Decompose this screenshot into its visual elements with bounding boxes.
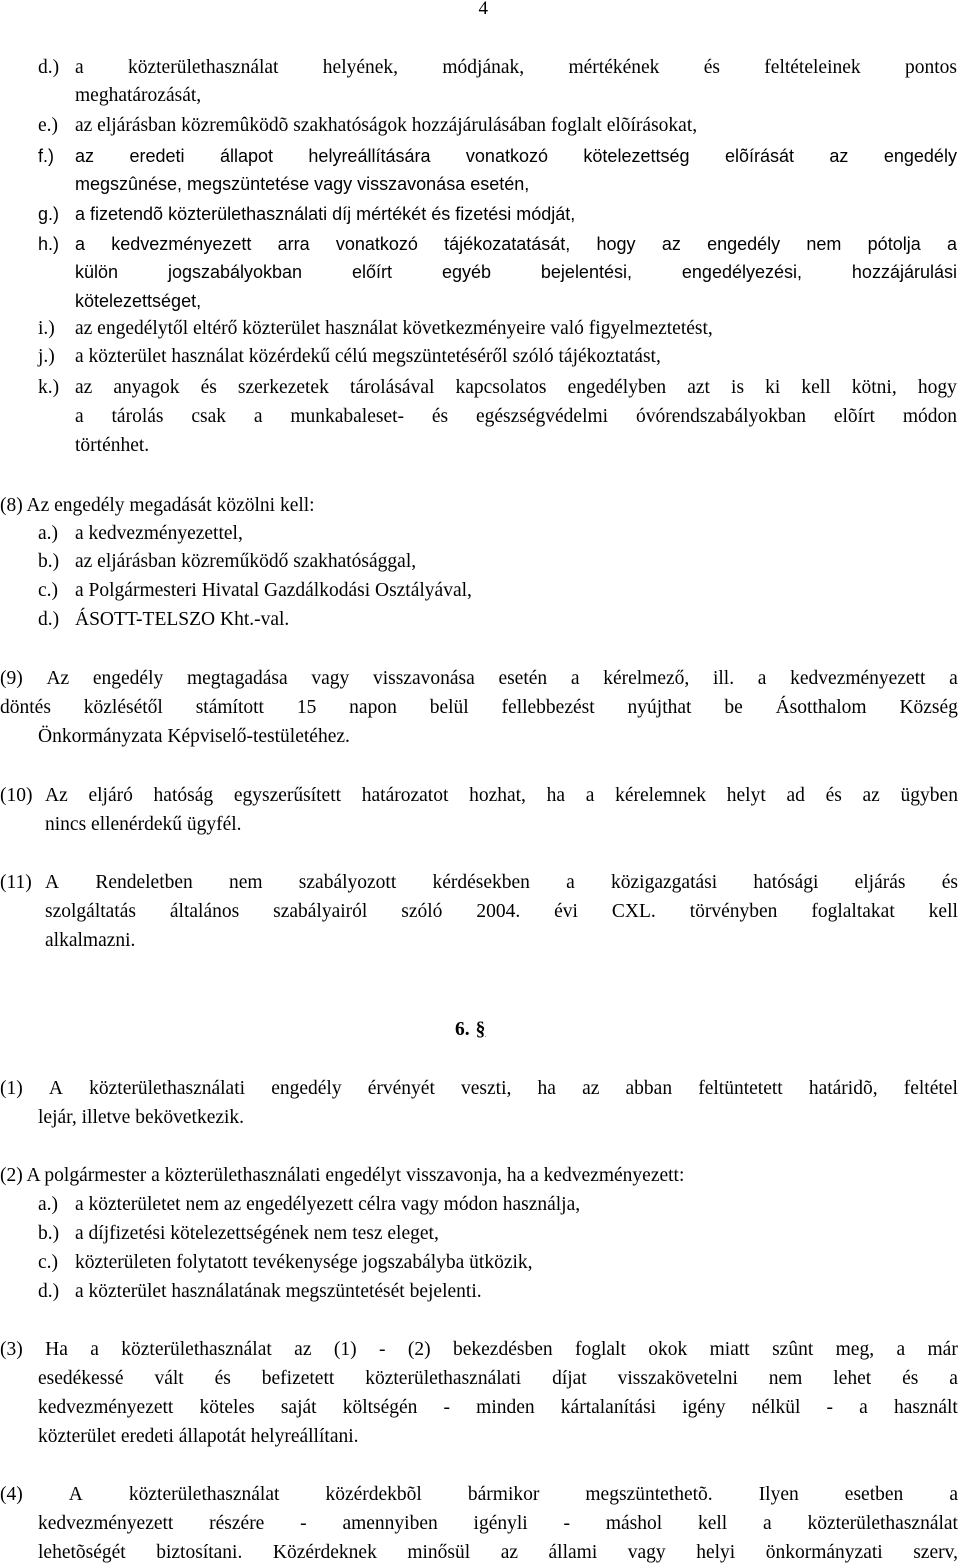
list-item-text: a kedvezményezettel,: [75, 523, 243, 544]
paragraph-text: (4) A közterülethasználat közérdekbõl bármikor megszüntethetõ. Ilyen esetben a: [0, 1484, 958, 1505]
paragraph-heading: (2) A polgármester a közterülethasználati engedélyt visszavonja, ha a kedvezményezett:: [0, 1165, 685, 1186]
paragraph-number: (11): [0, 872, 32, 893]
paragraph-text: döntés közlésétől stámított 15 napon belül fellebbezést nyújthat be Ásotthalom Község: [0, 697, 958, 718]
list-item-label: a.): [38, 523, 59, 544]
paragraph-text: Önkormányzata Képviselő-testületéhez.: [38, 726, 350, 747]
list-item-label: c.): [38, 580, 59, 601]
page-number: 4: [478, 0, 488, 19]
paragraph-text: (3) Ha a közterülethasználat az (1) - (2) bekezdésben foglalt okok miatt szûnt meg, a már: [0, 1339, 958, 1360]
paragraph-text: lejár, illetve bekövetkezik.: [38, 1107, 245, 1128]
list-item-label: f.): [38, 146, 54, 166]
list-item-text: a közterület használatának megszüntetését bejelenti.: [75, 1281, 482, 1302]
paragraph-text: nincs ellenérdekű ügyfél.: [45, 814, 242, 835]
list-item-text: a díjfizetési kötelezettségének nem tesz eleget,: [75, 1223, 439, 1244]
list-item-text: kötelezettséget,: [75, 291, 202, 311]
paragraph-text: alkalmazni.: [45, 930, 136, 951]
list-item-text: meghatározását,: [75, 85, 202, 106]
list-item-label: g.): [38, 204, 60, 224]
list-item-text: az eljárásban közremûködõ szakhatóságok hozzájárulásában foglalt elõírásokat,: [75, 115, 698, 136]
list-item-text: a közterület használat közérdekű célú megszüntetéséről szóló tájékoztatást,: [75, 346, 661, 367]
paragraph-text: kedvezményezett részére - amennyiben igényli - máshol kell a közterülethasználat: [38, 1513, 958, 1534]
list-item-text: a kedvezményezett arra vonatkozó tájékozatatását, hogy az engedély nem pótolja a: [75, 234, 957, 254]
list-item-label: b.): [38, 551, 60, 572]
list-item-text: az anyagok és szerkezetek tárolásával kapcsolatos engedélyben azt is ki kell kötni, hogy: [75, 377, 957, 398]
paragraph-text: esedékessé vált és befizetett közterülethasználati díjat visszakövetelni nem lehet és a: [38, 1368, 958, 1389]
list-item-text: ÁSOTT-TELSZO Kht.-val.: [75, 609, 290, 630]
list-item-text: közterületen folytatott tevékenysége jogszabályba ütközik,: [75, 1252, 533, 1273]
list-item-text: történhet.: [75, 435, 150, 456]
section-sign: §: [475, 1019, 486, 1040]
list-item-label: b.): [38, 1223, 60, 1244]
list-item-label: k.): [38, 377, 60, 398]
list-item-text: az eredeti állapot helyreállítására vonatkozó kötelezettség elõírását az engedély: [75, 146, 957, 166]
list-item-text: a közterülethasználat helyének, módjának, mértékének és feltételeinek pontos: [75, 57, 957, 78]
list-item-text: megszûnése, megszüntetése vagy visszavonása esetén,: [75, 174, 530, 194]
paragraph-text: kedvezményezett köteles saját költségén - minden kártalanítási igény nélkül - a használt: [38, 1397, 958, 1418]
list-item-text: az eljárásban közreműködő szakhatósággal,: [75, 551, 417, 572]
list-item-text: a közterületet nem az engedélyezett célra vagy módon használja,: [75, 1194, 581, 1215]
list-item-text: külön jogszabályokban előírt egyéb bejelentési, engedélyezési, hozzájárulási: [75, 262, 957, 282]
list-item-label: d.): [38, 1281, 60, 1302]
paragraph-number: (10): [0, 785, 33, 806]
paragraph-heading: (8) Az engedély megadását közölni kell:: [0, 495, 315, 516]
list-item-label: d.): [38, 57, 60, 78]
list-item-label: j.): [38, 346, 55, 367]
list-item-label: h.): [38, 234, 60, 254]
paragraph-text: Az eljáró hatóság egyszerűsített határozatot hozhat, ha a kérelemnek helyt ad és az ügyben: [45, 785, 958, 806]
paragraph-text: A Rendeletben nem szabályozott kérdésekben a közigazgatási hatósági eljárás és: [45, 872, 958, 893]
list-item-label: c.): [38, 1252, 59, 1273]
paragraph-text: (1) A közterülethasználati engedély érvényét veszti, ha az abban feltüntetett határidõ, feltétel: [0, 1078, 958, 1099]
list-item-text: a fizetendõ közterülethasználati díj mértékét és fizetési módját,: [75, 204, 576, 224]
list-item-label: d.): [38, 609, 60, 630]
paragraph-text: lehetõségét biztosítani. Közérdeknek minősül az állami vagy helyi önkormányzati szerv,: [38, 1542, 958, 1563]
section-number: 6.: [455, 1019, 470, 1040]
paragraph-text: (9) Az engedély megtagadása vagy visszavonása esetén a kérelmező, ill. a kedvezményezett a: [0, 668, 958, 689]
list-item-label: e.): [38, 115, 59, 136]
list-item-text: a Polgármesteri Hivatal Gazdálkodási Osztályával,: [75, 580, 472, 601]
list-item-label: i.): [38, 318, 55, 339]
paragraph-text: közterület eredeti állapotát helyreállítani.: [38, 1426, 359, 1447]
list-item-text: az engedélytől eltérő közterület használat következményeire való figyelmeztetést,: [75, 318, 713, 339]
list-item-text: a tárolás csak a munkabaleset- és egészségvédelmi óvórendszabályokban elõírt módon: [75, 406, 957, 427]
list-item-label: a.): [38, 1194, 59, 1215]
section-heading: [455, 1017, 485, 1043]
paragraph-text: szolgáltatás általános szabályairól szóló 2004. évi CXL. törvényben foglaltakat kell: [45, 901, 958, 922]
